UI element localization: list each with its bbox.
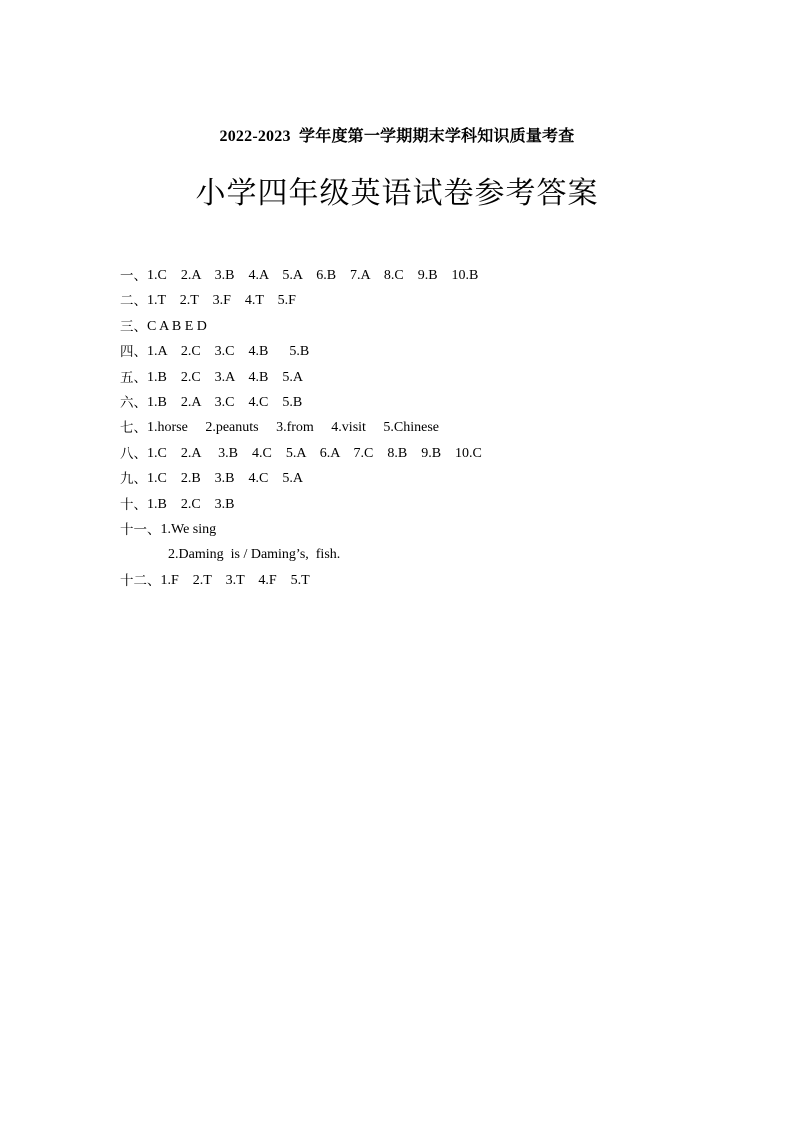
answer-row-4: [120, 341, 720, 366]
answer-row-12: [120, 570, 720, 595]
section-answers: C A B E D: [147, 318, 207, 334]
answer-row-1: [120, 265, 720, 290]
section-label: 六、: [120, 394, 147, 411]
section-label: 九、: [120, 471, 147, 488]
answer-row-5: [120, 367, 720, 392]
answer-row-8: [120, 443, 720, 468]
answer-row-3: [120, 316, 720, 341]
section-answers: 1.B 2.C 3.A 4.B 5.A: [147, 369, 303, 385]
section-answers: 1.C 2.A 3.B 4.A 5.A 6.B 7.A 8.C 9.B 10.B: [147, 268, 479, 283]
section-answers: 1.A 2.C 3.C 4.B 5.B: [147, 344, 310, 360]
section-answers: 1.B 2.A 3.C 4.C 5.B: [147, 394, 303, 410]
section-answers: 1.F 2.T 3.T 4.F 5.T: [160, 572, 310, 588]
section-answers: 1.We sing: [160, 521, 217, 537]
answer-row-11-continued: [120, 544, 720, 569]
answer-row-9: [120, 468, 720, 493]
answer-row-11: [120, 519, 720, 544]
page-title: 小学四年级英语试卷参考答案: [195, 176, 599, 211]
exam-subtitle: 2022-2023 学年度第一学期期末学科知识质量考查: [219, 128, 575, 145]
answer-list: [120, 265, 720, 595]
answer-row-6: [120, 392, 720, 417]
answer-row-7: [120, 417, 720, 442]
answer-row-10: [120, 494, 720, 519]
section-answers: 1.B 2.C 3.B: [147, 496, 235, 512]
section-label: 二、: [120, 293, 147, 310]
section-label: 十一、: [120, 521, 161, 538]
section-label: 十二、: [120, 572, 161, 589]
section-label: 十、: [120, 496, 147, 513]
section-label: 七、: [120, 420, 147, 437]
section-label: 三、: [120, 318, 147, 335]
section-label: 一、: [120, 268, 147, 284]
section-answers: 2.Daming is / Daming’s, fish.: [168, 547, 341, 563]
section-answers: 1.horse 2.peanuts 3.from 4.visit 5.Chinese: [147, 420, 440, 436]
section-label: 八、: [120, 445, 147, 462]
section-label: 五、: [120, 369, 147, 386]
section-answers: 1.C 2.B 3.B 4.C 5.A: [147, 471, 303, 487]
answer-row-2: [120, 290, 720, 315]
section-answers: 1.C 2.A 3.B 4.C 5.A 6.A 7.C 8.B 9.B 10.C: [147, 445, 482, 461]
section-label: 四、: [120, 344, 147, 361]
section-answers: 1.T 2.T 3.F 4.T 5.F: [147, 293, 296, 309]
